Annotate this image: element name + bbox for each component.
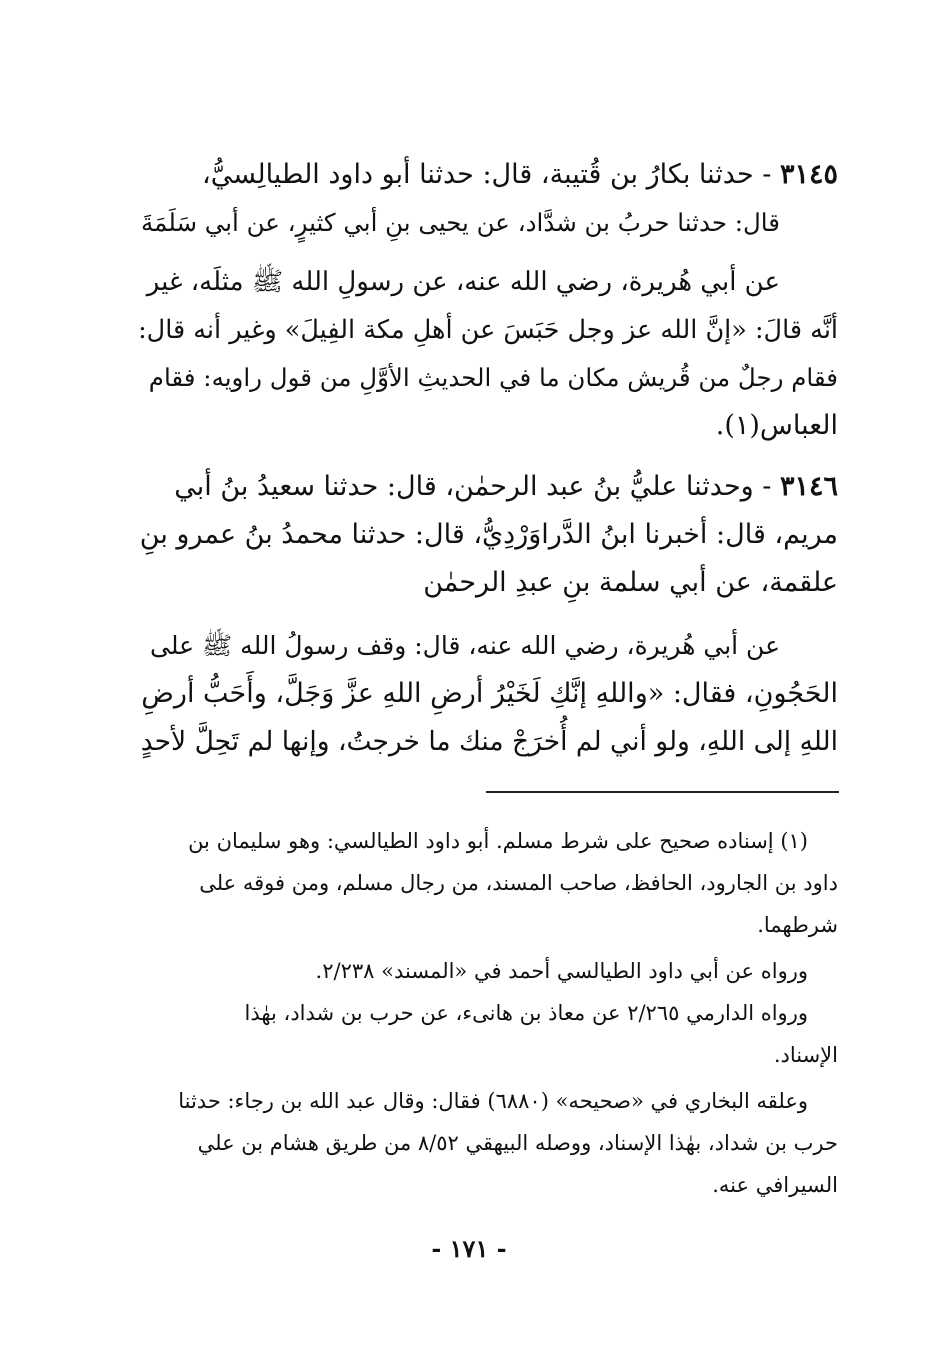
text-line: اللهِ إلى اللهِ، ولو أني لم أُخرَجْ منك ما خرجتُ، وإنها لم تَحِلَّ لأحدٍ <box>140 726 838 757</box>
text-line: ٣١٤٦ - وحدثنا عليُّ بنُ عبد الرحمٰن، قال: حدثنا سعيدُ بنُ أبي <box>174 471 838 502</box>
footnote-line: حرب بن شداد، بهٰذا الإسناد، ووصله البيهقي ٨/٥٢ من طريق هشام بن علي <box>197 1131 838 1155</box>
text-line: العباس(١). <box>715 410 838 441</box>
hadith-number: ٣١٤٥ <box>779 159 838 190</box>
text-line: قال: حدثنا حربُ بن شدَّاد، عن يحيى بنِ أبي كثيرٍ، عن أبي سَلَمَةَ <box>141 208 780 237</box>
text-line: علقمة، عن أبي سلمة بنِ عبدِ الرحمٰن <box>423 567 838 598</box>
hadith-3146-isnad <box>138 463 838 607</box>
hadith-3145-matn <box>138 258 838 450</box>
hadith-3145-isnad <box>138 151 838 247</box>
hadith-3146-matn <box>138 622 838 766</box>
text-line: عن أبي هُريرة، رضي الله عنه، قال: وقف رسولُ الله ﷺ على <box>150 631 780 660</box>
footnote-line: (١) إسناده صحيح على شرط مسلم. أبو داود الطيالسي: وهو سليمان بن <box>188 829 808 853</box>
footnotes <box>138 820 838 1206</box>
footnote-line: ورواه عن أبي داود الطيالسي أحمد في «المسند» ٢/٢٣٨. <box>315 959 808 983</box>
text-line: أنَّه قالَ: «إنَّ الله عز وجل حَبَسَ عن أهلِ مكة الفِيلَ» وغير أنه قال: <box>138 315 838 345</box>
text-line: ٣١٤٥ - حدثنا بكارُ بن قُتيبة، قال: حدثنا أبو داود الطيالِسيُّ، <box>202 159 838 190</box>
footnote-line: السيرافي عنه. <box>712 1173 838 1197</box>
text-line: عن أبي هُريرة، رضي الله عنه، عن رسولِ الله ﷺ مثلَه، غير <box>146 267 780 297</box>
text-line: مريم، قال: أخبرنا ابنُ الدَّراوَرْدِيُّ، قال: حدثنا محمدُ بنُ عمرو بنِ <box>139 519 838 550</box>
footnote-line: ورواه الدارمي ٢/٢٦٥ عن معاذ بن هانىء، عن حرب بن شداد، بهٰذا <box>244 1001 808 1025</box>
footnote-line: داود بن الجارود، الحافظ، صاحب المسند، من رجال مسلم، ومن فوقه على <box>199 871 838 895</box>
text-line: فقام رجلٌ من قُريش مكان ما في الحديثِ الأوَّلِ من قول راويه: فقام <box>148 363 838 392</box>
footnote-line: شرطهما. <box>757 913 838 937</box>
footnote-line: الإسناد. <box>773 1043 838 1067</box>
footnote-line: وعلقه البخاري في «صحيحه» (٦٨٨٠) فقال: وقال عبد الله بن رجاء: حدثنا <box>178 1089 808 1113</box>
page-number: - ١٧١ - <box>431 1234 507 1263</box>
text-line: الحَجُونِ، فقال: «واللهِ إنَّكِ لَخَيْرُ أرضِ اللهِ عزَّ وَجَلَّ، وأَحَبُّ أرضِ <box>141 678 838 709</box>
footnote-divider <box>486 791 839 793</box>
hadith-number: ٣١٤٦ <box>779 471 838 502</box>
